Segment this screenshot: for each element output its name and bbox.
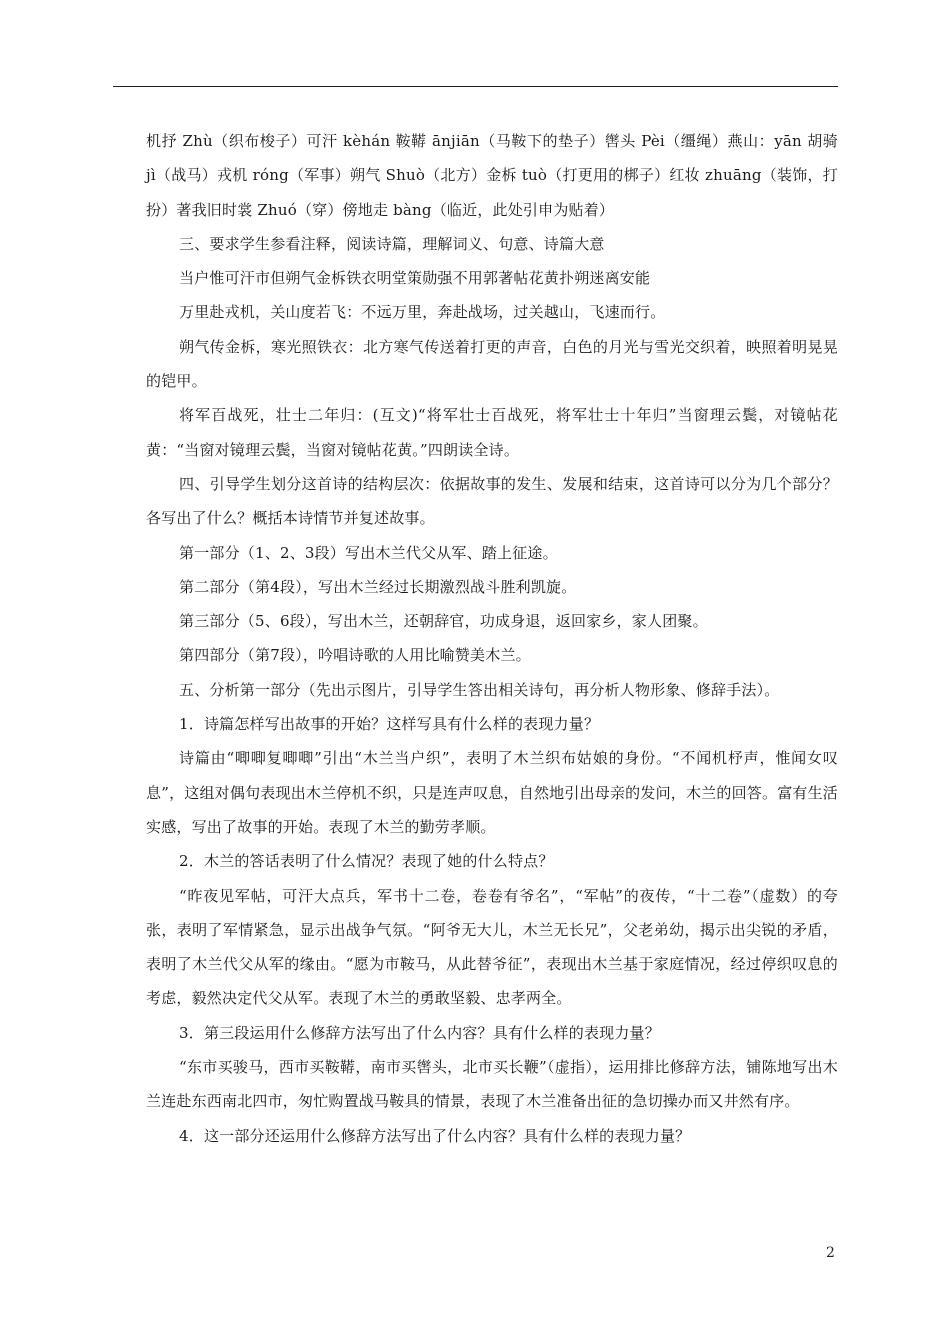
answer-one: 诗篇由“唧唧复唧唧”引出“木兰当户织”，表明了木兰织布姑娘的身份。“不闻机杼声，惟闻女叹息”，这组对偶句表现出木兰停机不织，只是连声叹息，自然地引出母亲的发问，木兰的回答。富有生活实感，写出了故事的开始。表现了木兰的勤劳孝顺。 [146,749,838,836]
paragraph-vocabulary: 机抒 Zhù（织布梭子）可汗 kèhán 鞍鞯 ānjiān（马鞍下的垫子）辔头 Pèi（缰绳）燕山：yān 胡骑 jì（战马）戎机 róng（军事）朔气 Shuò（北方）金柝 tuò（打更用的梆子）红妆 zhuāng（装饰，打扮）著我旧时裳 Zhuó（穿）傍地走 bàng（临近，此处引申为贴着） [146,132,838,219]
header-rule [113,86,838,87]
paragraph-step-five: 五、分析第一部分（先出示图片，引导学生答出相关诗句，再分析人物形象、修辞手法）。 [179,680,780,699]
question-four: 4．这一部分还运用什么修辞方法写出了什么内容？具有什么样的表现力量？ [179,1126,691,1145]
question-one: 1．诗篇怎样写出故事的开始？这样写具有什么样的表现力量？ [179,715,600,734]
paragraph-line-wanli: 万里赴戎机，关山度若飞：不远万里，奔赴战场，过关越山，飞速而行。 [179,303,666,322]
question-two: 2．木兰的答话表明了什么情况？表现了她的什么特点？ [179,852,554,871]
paragraph-part-three: 第三部分（5、6段），写出木兰，还朝辞官，功成身退，返回家乡，家人团聚。 [179,612,708,631]
page-number: 2 [826,1245,835,1261]
paragraph-step-four: 四、引导学生划分这首诗的结构层次：依据故事的发生、发展和结束，这首诗可以分为几个部分？各写出了什么？概括本诗情节并复述故事。 [146,474,838,528]
answer-three: “东市买骏马，西市买鞍鞯，南市买辔头，北市买长鞭”（虚指），运用排比修辞方法，铺陈地写出木兰连赴东西南北四市，匆忙购置战马鞍具的情景，表现了木兰准备出征的急切操办而又井然有序。 [146,1058,838,1111]
body-text [146,124,838,1153]
answer-two: “昨夜见军帖，可汗大点兵，军书十二卷，卷卷有爷名”，“军帖”的夜传，“十二卷”（虚数）的夸张，表明了军情紧急，显示出战争气氛。“阿爷无大儿，木兰无长兄”，父老弟幼，揭示出尖锐的矛盾，表明了木兰代父从军的缘由。“愿为市鞍马，从此替爷征”，表现出木兰基于家庭情况，经过停织叹息的考虑，毅然决定代父从军。表现了木兰的勇敢坚毅、忠孝两全。 [146,886,838,1008]
paragraph-part-one: 第一部分（1、2、3段）写出木兰代父从军、踏上征途。 [179,543,558,562]
paragraph-part-four: 第四部分（第7段），吟唱诗歌的人用比喻赞美木兰。 [179,646,531,665]
paragraph-line-jiangjun: 将军百战死，壮士二年归：(互文)“将军壮士百战死，将军壮士十年归”当窗理云鬓，对镜帖花黄：“当窗对镜理云鬓，当窗对镜帖花黄。”四朗读全诗。 [146,406,838,459]
paragraph-line-shuoqi: 朔气传金柝，寒光照铁衣：北方寒气传送着打更的声音，白色的月光与雪光交织着，映照着明晃晃的铠甲。 [146,337,838,391]
question-three: 3．第三段运用什么修辞方法写出了什么内容？具有什么样的表现力量？ [179,1023,660,1042]
paragraph-part-two: 第二部分（第4段），写出木兰经过长期激烈战斗胜利凯旋。 [179,577,577,596]
paragraph-key-words: 当户惟可汗市但朔气金柝铁衣明堂策勋强不用郭著帖花黄扑朔迷离安能 [179,269,651,288]
paragraph-step-three: 三、要求学生参看注释，阅读诗篇，理解词义、句意、诗篇大意 [179,234,605,253]
